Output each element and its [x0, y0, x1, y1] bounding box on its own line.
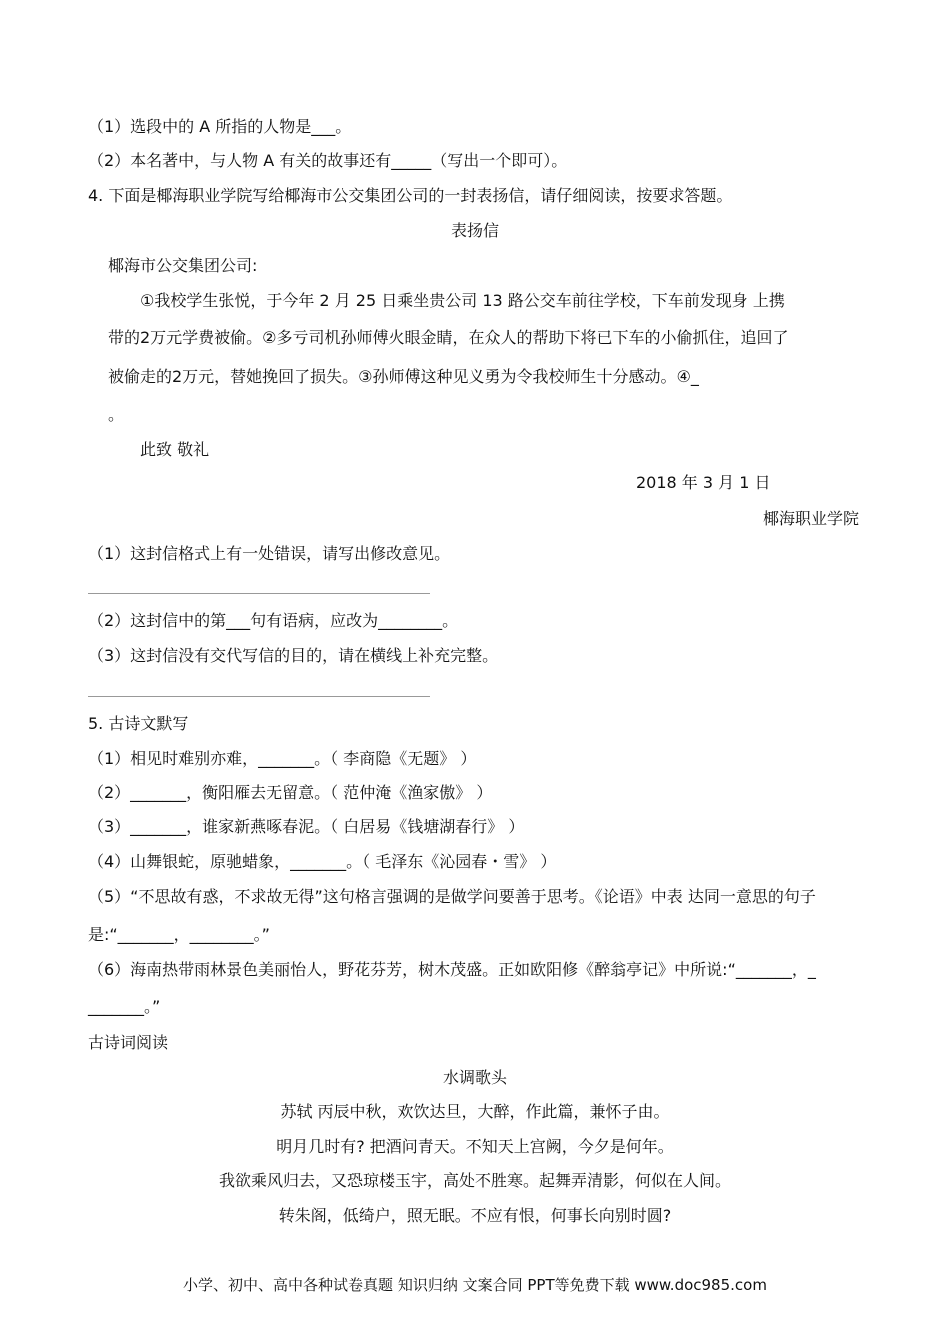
letter-signature: 椰海职业学院	[763, 509, 860, 528]
answer-line	[88, 593, 430, 594]
letter-title: 表扬信	[450, 221, 499, 240]
question-4-sub3: （3）这封信没有交代写信的目的，请在横线上补充完整。	[88, 646, 499, 665]
dictation-item: （1）相见时难别亦难，_______。（ 李商隐《无题》 ）	[88, 749, 477, 768]
question-4-sub2: （2）这封信中的第___句有语病，应改为________。	[88, 611, 459, 630]
letter-salutation: 椰海市公交集团公司:	[108, 256, 258, 275]
poem-title: 水调歌头	[442, 1068, 507, 1087]
letter-body-line: ①我校学生张悦，于今年 2 月 25 日乘坐贵公司 13 路公交车前往学校，下车前发现身 上携	[140, 291, 785, 310]
dictation-item-6: （6）海南热带雨林景色美丽怡人，野花芬芳，树木茂盛。正如欧阳修《醉翁亭记》中所说:“_______，_	[88, 960, 816, 979]
poem-line: 我欲乘风归去，又恐琼楼玉宇，高处不胜寒。起舞弄清影，何似在人间。	[218, 1171, 731, 1190]
dictation-item-6-cont: _______。”	[88, 997, 161, 1016]
dictation-item: （3）_______，谁家新燕啄春泥。（ 白居易《钱塘湖春行》 ）	[88, 817, 525, 836]
letter-body-line: 带的2万元学费被偷。②多亏司机孙师傅火眼金睛，在众人的帮助下将已下车的小偷抓住，追回了	[108, 328, 789, 347]
dictation-item-5-cont: 是:“_______，________。”	[88, 925, 270, 944]
letter-date: 2018 年 3 月 1 日	[636, 473, 771, 492]
poem-section-heading: 古诗词阅读	[88, 1033, 169, 1052]
poem-line: 苏轼 丙辰中秋，欢饮达旦，大醉，作此篇，兼怀子由。	[280, 1102, 670, 1121]
question-4-sub1: （1）这封信格式上有一处错误，请写出修改意见。	[88, 544, 451, 563]
poem-line: 明月几时有? 把酒问青天。不知天上宫阙，今夕是何年。	[276, 1137, 674, 1156]
question-3-sub2: （2）本名著中，与人物 A 有关的故事还有_____（写出一个即可）。	[88, 151, 568, 170]
dictation-item-5: （5）“不思故有惑，不求故无得”这句格言强调的是做学问要善于思考。《论语》中表 达同一意思的句子	[88, 887, 816, 906]
poem-line: 转朱阁，低绮户，照无眠。不应有恨，何事长向别时圆?	[278, 1206, 672, 1225]
answer-line	[88, 696, 430, 697]
question-3-sub1: （1）选段中的 A 所指的人物是___。	[88, 117, 352, 136]
question-5-title: 5. 古诗文默写	[88, 714, 189, 733]
page-footer: 小学、初中、高中各种试卷真题 知识归纳 文案合同 PPT等免费下载 www.doc985.com	[183, 1276, 767, 1294]
letter-body-line: 。	[108, 405, 125, 424]
letter-closing: 此致 敬礼	[140, 440, 210, 459]
letter-body-line: 被偷走的2万元，替她挽回了损失。③孙师傅这种见义勇为令我校师生十分感动。④_	[108, 367, 699, 386]
dictation-item: （4）山舞银蛇，原驰蜡象，_______。（ 毛泽东《沁园春・雪》 ）	[88, 852, 557, 871]
question-4-intro: 4. 下面是椰海职业学院写给椰海市公交集团公司的一封表扬信，请仔细阅读，按要求答题。	[88, 186, 733, 205]
dictation-item: （2）_______，衡阳雁去无留意。（ 范仲淹《渔家傲》 ）	[88, 783, 493, 802]
